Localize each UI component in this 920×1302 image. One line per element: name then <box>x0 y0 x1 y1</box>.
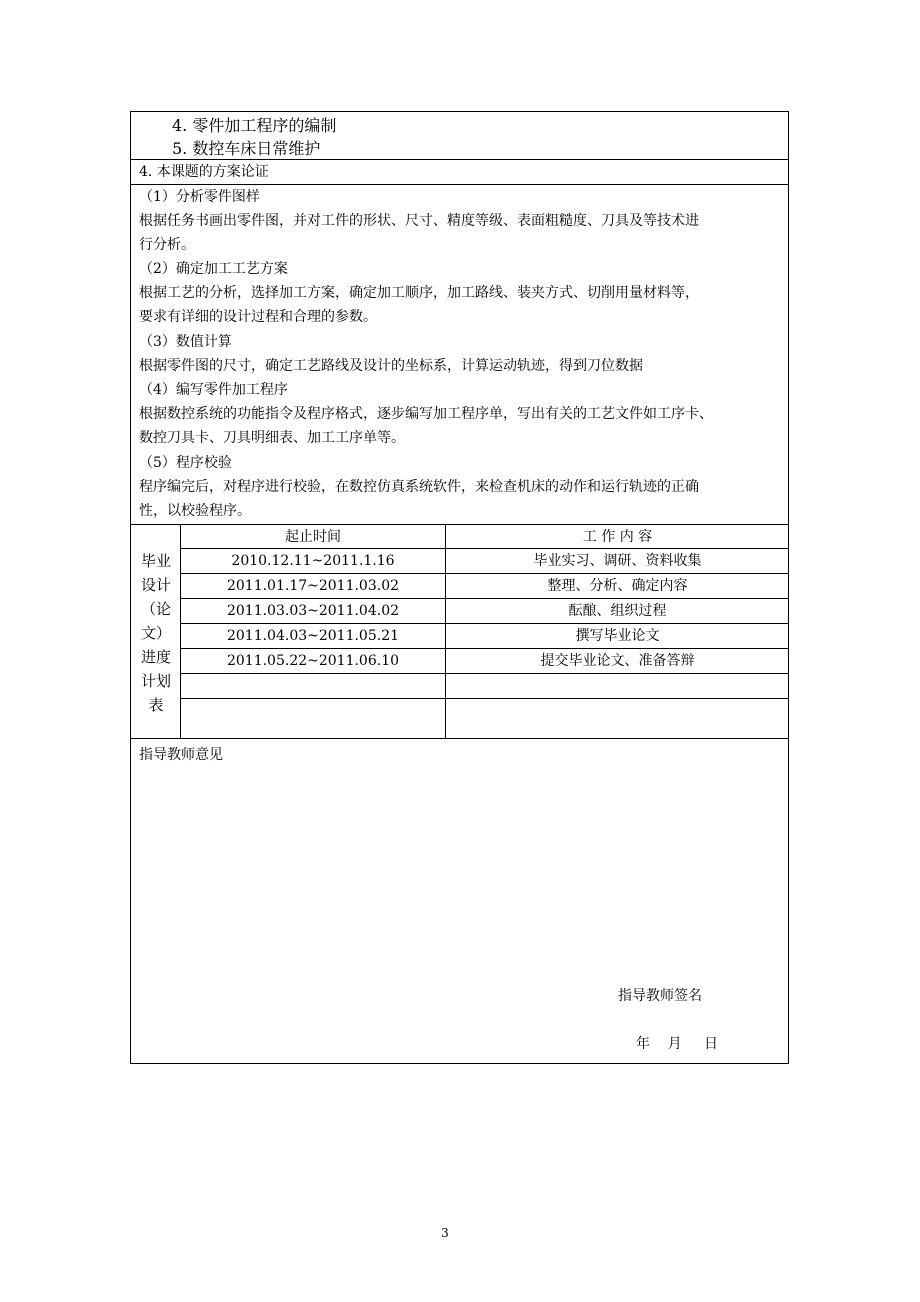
rule-before-schedule <box>130 524 789 525</box>
schedule-row-rule <box>180 698 789 699</box>
schedule-row-rule <box>180 573 789 574</box>
section-line: 性，以校验程序。 <box>139 503 251 519</box>
schedule-side-label: 毕业 设计 （论 文） 进度 计划 表 <box>140 552 171 714</box>
schedule-content-cell: 整理、分析、确定内容 <box>547 578 688 594</box>
section-line: 根据数控系统的功能指令及程序格式，逐步编写加工程序单，写出有关的工艺文件如工序卡、 <box>139 406 713 422</box>
schedule-row-rule <box>180 648 789 649</box>
rule-after-items <box>130 159 789 160</box>
schedule-time-cell: 2011.04.03~2011.05.21 <box>226 628 400 644</box>
schedule-row-rule <box>180 548 789 549</box>
section-line: 要求有详细的设计过程和合理的参数。 <box>139 309 377 325</box>
schedule-header-time: 起止时间 <box>285 529 341 545</box>
schedule-header-content: 工 作 内 容 <box>582 529 653 545</box>
schedule-content-cell: 酝酿、组织过程 <box>568 603 667 619</box>
section-line: 行分析。 <box>139 237 195 253</box>
item-5: 5. 数控车床日常维护 <box>172 139 321 158</box>
schedule-content-cell: 撰写毕业论文 <box>575 628 660 644</box>
schedule-time-cell: 2011.03.03~2011.04.02 <box>226 603 400 619</box>
section-line: （5）程序校验 <box>139 455 232 471</box>
section-line: （1）分析零件图样 <box>139 189 260 205</box>
advisor-signature-label: 指导教师签名 <box>618 988 702 1004</box>
section-line: 根据零件图的尺寸，确定工艺路线及设计的坐标系，计算运动轨迹，得到刀位数据 <box>139 358 643 374</box>
schedule-content-cell: 提交毕业论文、准备答辩 <box>540 653 695 669</box>
section-line: 程序编完后，对程序进行校验，在数控仿真系统软件，来检查机床的动作和运行轨迹的正确 <box>139 479 699 495</box>
section-line: 根据工艺的分析，选择加工方案，确定加工顺序，加工路线、装夹方式、切削用量材料等， <box>139 285 699 301</box>
schedule-row-rule <box>180 623 789 624</box>
page-number: 3 <box>441 1226 449 1240</box>
schedule-row-rule <box>180 598 789 599</box>
rule-after-section-heading <box>130 184 789 185</box>
schedule-content-cell: 毕业实习、调研、资料收集 <box>533 553 702 569</box>
schedule-time-cell: 2011.05.22~2011.06.10 <box>226 653 400 669</box>
section-heading: 4. 本课题的方案论证 <box>139 164 269 180</box>
section-line: （3）数值计算 <box>139 334 232 350</box>
advisor-opinion-title: 指导教师意见 <box>139 747 223 763</box>
schedule-time-cell: 2011.01.17~2011.03.02 <box>226 578 400 594</box>
schedule-row-rule <box>180 673 789 674</box>
rule-after-schedule <box>130 738 789 739</box>
item-4: 4. 零件加工程序的编制 <box>172 116 337 135</box>
section-line: （4）编写零件加工程序 <box>139 382 288 398</box>
schedule-time-cell: 2010.12.11~2011.1.16 <box>231 553 395 569</box>
section-line: （2）确定加工工艺方案 <box>139 261 288 277</box>
advisor-date-label: 年 月 日 <box>636 1036 719 1052</box>
section-line: 数控刀具卡、刀具明细表、加工工序单等。 <box>139 430 405 446</box>
section-line: 根据任务书画出零件图，并对工件的形状、尺寸、精度等级、表面粗糙度、刀具及等技术进 <box>139 213 699 229</box>
